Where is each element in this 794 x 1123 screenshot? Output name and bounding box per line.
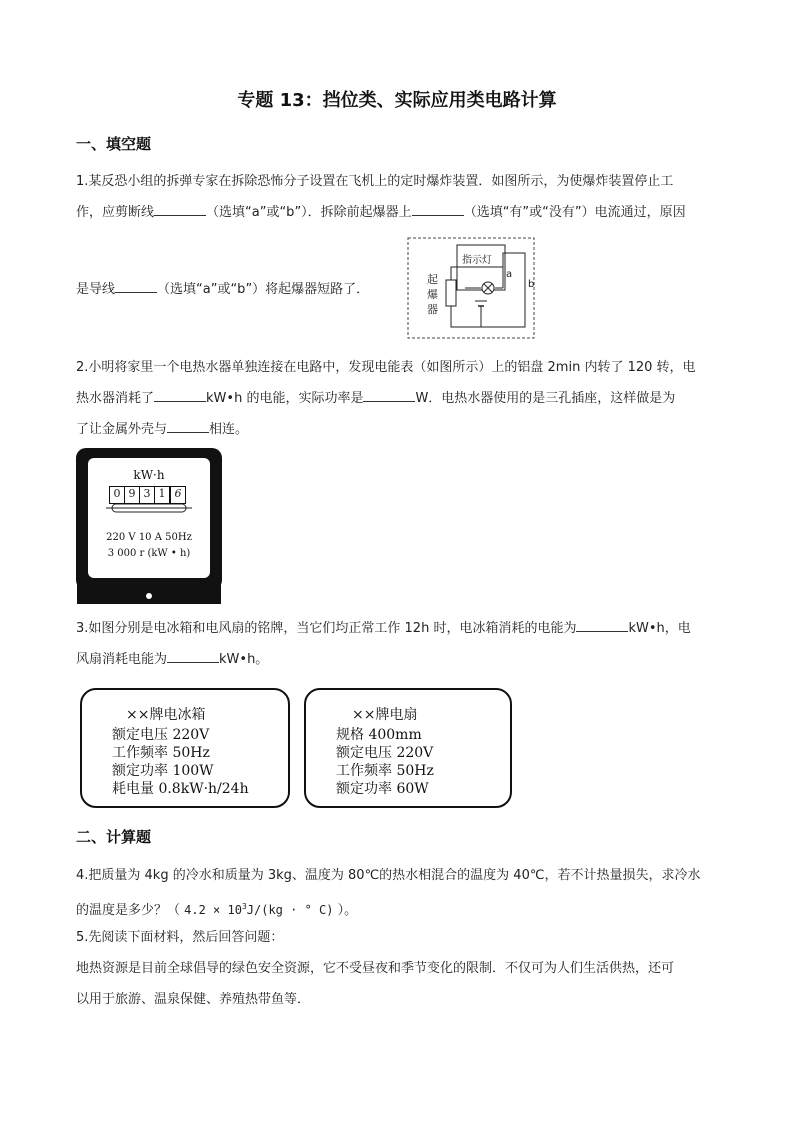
q1-text-c: （选填“有”或“没有”）电流通过，原因 <box>463 205 686 220</box>
q2-line3 <box>76 420 248 440</box>
fan-nameplate <box>304 688 512 808</box>
fridge-row: 额定功率 100W <box>112 763 214 779</box>
detonator-label-3: 器 <box>427 303 438 316</box>
q1-text-a: 作，应剪断线 <box>76 205 155 220</box>
q3-text-a: 3.如图分别是电冰箱和电风扇的铭牌，当它们均正常工作 12h 时，电冰箱消耗的电能为 <box>76 621 577 636</box>
q2-text-b: kW•h 的电能，实际功率是 <box>206 391 364 406</box>
fan-row: 规格 400mm <box>336 727 422 743</box>
indicator-label: 指示灯 <box>462 255 492 266</box>
fan-row: 额定电压 220V <box>336 745 434 761</box>
q5-line3: 以用于旅游、温泉保健、养殖热带鱼等． <box>76 992 311 1007</box>
q4-formula-unit: J/(kg · ° C) <box>246 903 334 917</box>
q1-text-b: （选填“a”或“b”）．拆除前起爆器上 <box>206 205 412 220</box>
fridge-name: ××牌电冰箱 <box>126 707 206 723</box>
answer-blank[interactable] <box>167 420 209 433</box>
q1-text-e: （选填“a”或“b”）将起爆器短路了． <box>157 282 370 297</box>
answer-blank[interactable] <box>412 203 464 216</box>
q1-line2 <box>76 203 686 223</box>
answer-blank[interactable] <box>115 280 157 293</box>
meter-unit: kW·h <box>133 468 165 482</box>
meter-digit: 9 <box>125 487 140 503</box>
fridge-row: 额定电压 220V <box>112 727 210 743</box>
answer-blank[interactable] <box>363 389 415 402</box>
electricity-meter <box>76 448 222 604</box>
q3-line1 <box>76 619 691 639</box>
q3-text-c: 风扇消耗电能为 <box>76 652 168 667</box>
q2-text-c: W．电热水器使用的是三孔插座，这样做是为 <box>415 391 676 406</box>
q1-text-d: 是导线 <box>76 282 116 297</box>
fridge-nameplate <box>80 688 290 808</box>
wire-a-label: a <box>506 269 513 280</box>
q5-line1: 5.先阅读下面材料，然后回答问题： <box>76 930 284 945</box>
fridge-row: 工作频率 50Hz <box>112 745 210 761</box>
q3-line2 <box>76 650 268 670</box>
meter-digit: 0 <box>110 487 125 503</box>
section-calculation: 二、计算题 <box>76 828 152 846</box>
q1-line3 <box>76 280 369 300</box>
q2-text-a: 热水器消耗了 <box>76 391 155 406</box>
detonator-label-1: 起 <box>427 273 438 286</box>
meter-digit: 3 <box>140 487 155 503</box>
q4-text-b: ）。 <box>337 903 358 918</box>
fridge-row: 耗电量 0.8kW·h/24h <box>112 781 249 797</box>
answer-blank[interactable] <box>576 619 628 632</box>
q2-line2 <box>76 389 675 409</box>
q4-formula-base: 4.2 × 10 <box>184 903 242 917</box>
meter-digit-row <box>109 486 186 504</box>
section-fill-in-blank: 一、填空题 <box>76 135 152 153</box>
fan-row: 工作频率 50Hz <box>336 763 434 779</box>
q2-line1: 2.小明将家里一个电热水器单独连接在电路中，发现电能表（如图所示）上的铝盘 2min 内转了 120 转，电 <box>76 360 696 375</box>
detonator-resistor <box>446 280 456 306</box>
q4-formula-exponent: 3 <box>241 902 247 911</box>
meter-spec-1: 220 V 10 A 50Hz <box>106 532 192 543</box>
q4-formula <box>184 903 333 917</box>
fan-row: 额定功率 60W <box>336 781 429 797</box>
answer-blank[interactable] <box>167 650 219 663</box>
q1-line1: 1.某反恐小组的拆弹专家在拆除恐怖分子设置在飞机上的定时爆炸装置．如图所示，为使爆炸装置停止工 <box>76 174 674 189</box>
q2-text-e: 相连。 <box>209 422 249 437</box>
page-title: 专题 13：挡位类、实际应用类电路计算 <box>237 90 557 111</box>
q3-text-d: kW•h。 <box>219 652 269 667</box>
q3-text-b: kW•h，电 <box>628 621 691 636</box>
q2-text-d: 了让金属外壳与 <box>76 422 168 437</box>
q4-line2 <box>76 897 357 921</box>
q4-line1: 4.把质量为 4kg 的冷水和质量为 3kg、温度为 80℃的热水相混合的温度为 40℃，若不计热量损失，求冷水 <box>76 868 701 883</box>
q4-text-a: 的温度是多少？（ <box>76 903 181 918</box>
wire-b-label: b <box>528 279 535 290</box>
q5-line2: 地热资源是目前全球倡导的绿色安全资源，它不受昼夜和季节变化的限制．不仅可为人们生活供热，还可 <box>76 961 675 976</box>
answer-blank[interactable] <box>154 203 206 216</box>
meter-screw-icon <box>146 593 152 599</box>
detonator-label-2: 爆 <box>427 288 438 301</box>
meter-spec-2: 3 000 r (kW • h) <box>107 548 191 559</box>
meter-digit: 1 <box>155 487 171 503</box>
fan-name: ××牌电扇 <box>352 707 418 723</box>
meter-decimal-digit: 6 <box>174 487 182 500</box>
answer-blank[interactable] <box>154 389 206 402</box>
bomb-circuit-diagram <box>405 235 537 341</box>
